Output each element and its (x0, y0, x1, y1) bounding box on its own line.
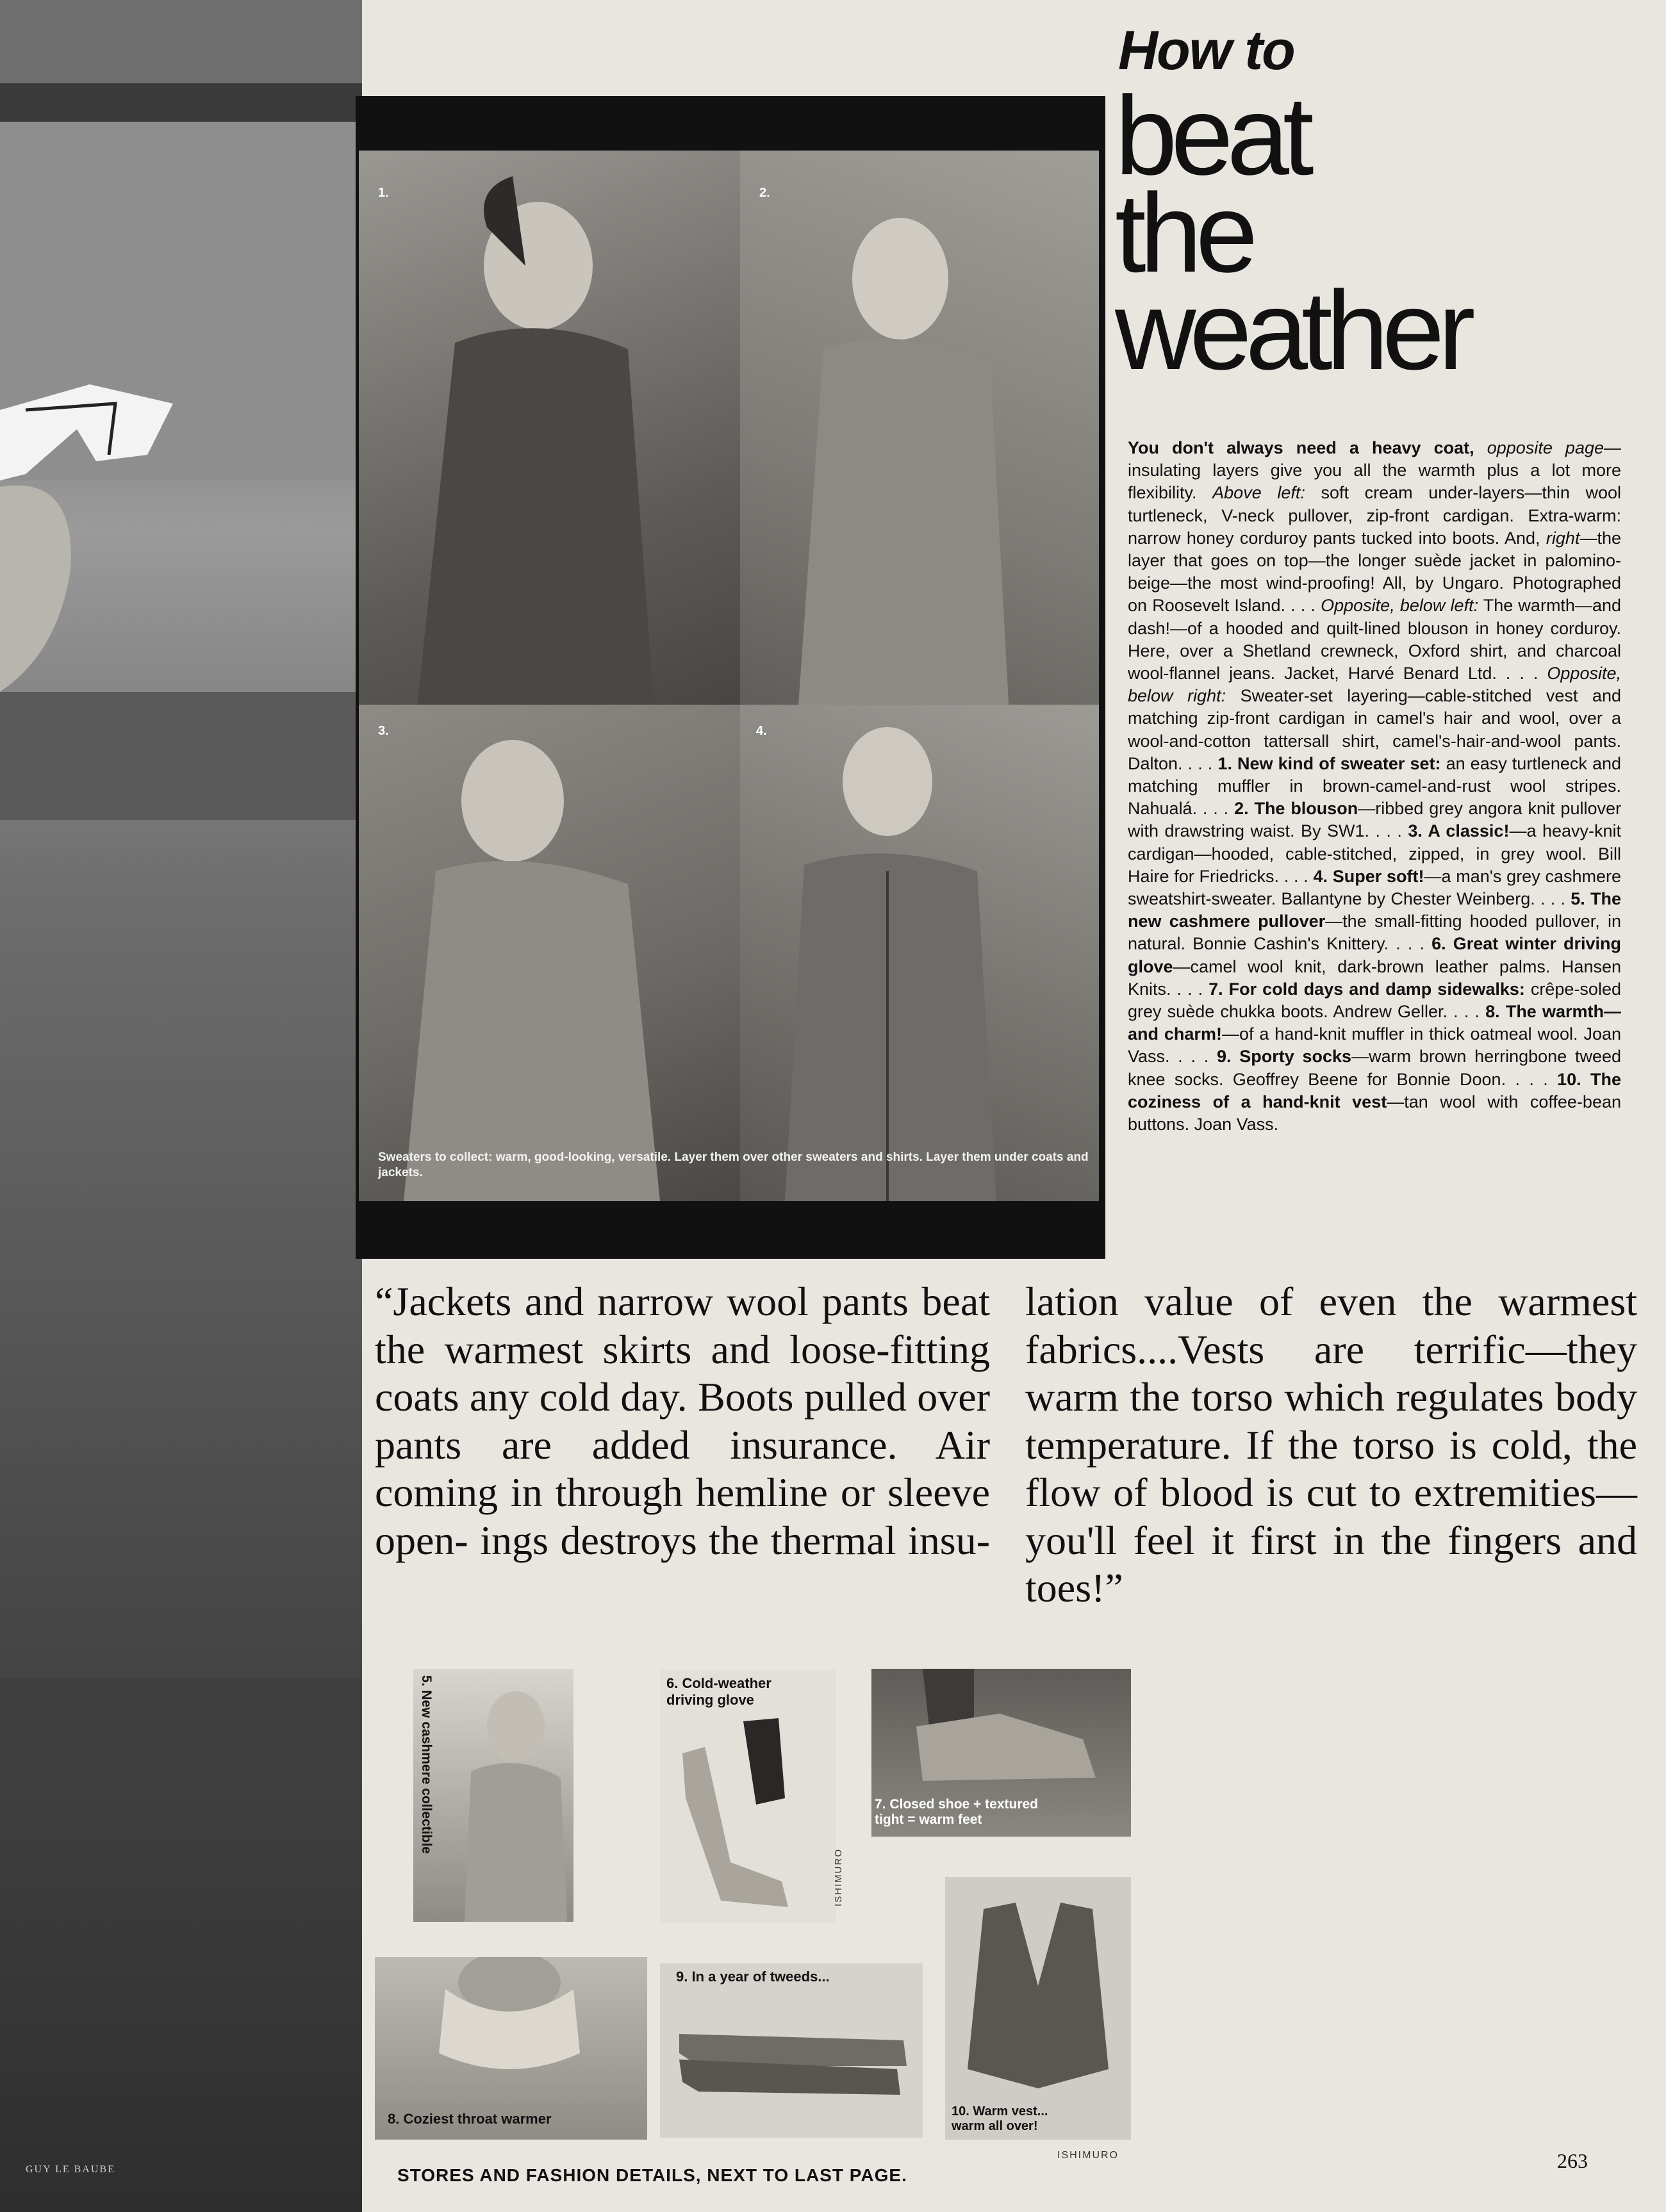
item-6-title: 6. Great winter driving glove (1128, 934, 1621, 976)
model-silhouette-2 (740, 151, 1099, 801)
photo-grid (356, 96, 1105, 1259)
model-silhouette-1 (359, 151, 740, 801)
title-line-3: weather (1115, 268, 1469, 393)
model-silhouette-4 (740, 705, 1099, 1201)
item-4-title: 4. Super soft! (1313, 866, 1424, 886)
photo-4 (740, 705, 1099, 1201)
photo-4-number: 4. (756, 724, 767, 738)
left-bleed-photo (0, 0, 362, 2212)
photo-2 (740, 151, 1099, 801)
item-7-title: 7. For cold days and damp sidewalks: (1208, 979, 1525, 999)
hat-shape (0, 359, 186, 717)
sweater-model-image (413, 1669, 573, 1922)
body-text: The warmth—and dash!—of a hooded and quilt-lined blouson in honey corduroy. Here, over a Shetland crewneck, Oxford shirt, and charcoal wool-flannel jeans. Jacket, Harvé Benard Ltd. . . . (1128, 596, 1621, 684)
body-text: soft cream under-layers—thin wool turtleneck, V-neck pullover, zip-front cardigan. Extra-warm: narrow honey corduroy pants tucked into boots. And, (1128, 483, 1621, 548)
grid-caption: Sweaters to collect: warm, good-looking, versatile. Layer them over other sweaters and shirts. Layer them under coats and jackets. (378, 1151, 1089, 1179)
item-10-title: 10. The coziness of a hand-knit vest (1128, 1069, 1621, 1111)
item-2-title: 2. The blouson (1234, 799, 1358, 819)
item-1-text: an easy turtleneck and matching muffler in brown-camel-and-rust wool stripes. Nahualá. . . . (1128, 753, 1621, 819)
item-7-text: crêpe-soled grey suède chukka boots. Andrew Geller. . . . (1128, 979, 1621, 1022)
title-line-2: the (1115, 171, 1252, 296)
product-caption-6: 6. Cold-weather driving glove (666, 1675, 771, 1708)
vest-image (945, 1877, 1131, 2140)
item-4-text: —a man's grey cashmere sweatshirt-sweater. Ballantyne by Chester Weinberg. . . . (1128, 866, 1621, 909)
photo-3 (359, 705, 740, 1201)
photo-credit-vertical: ISHIMURO (833, 1848, 844, 1906)
lead-italic: opposite page (1487, 438, 1604, 457)
product-caption-5: 5. New cashmere collectible (419, 1675, 434, 1854)
product-caption-7: 7. Closed shoe + textured tight = warm feet (875, 1797, 1038, 1827)
lead-bold: You don't always need a heavy coat, (1128, 438, 1474, 457)
photo-1-number: 1. (378, 186, 389, 200)
page-number: 263 (1557, 2149, 1588, 2172)
photo-2-number: 2. (759, 186, 770, 200)
item-9-text: —warm brown herringbone tweed knee socks. Geoffrey Beene for Bonnie Doon. . . . (1128, 1047, 1621, 1089)
item-3-title: 3. A classic! (1408, 821, 1510, 841)
item-10-text: —tan wool with coffee-bean buttons. Joan Vass. (1128, 1092, 1621, 1135)
product-photo-9 (660, 1963, 923, 2138)
pull-quote-left: “Jackets and narrow wool pants beat the warmest skirts and loose-fitting coats any cold day. Boots pulled over pants are added insurance. Air coming in through hemline or sleeve open- ings destroys the thermal insu- (375, 1279, 990, 1563)
item-8-text: —of a hand-knit muffler in thick oatmeal wool. Joan Vass. . . . (1128, 1024, 1622, 1067)
item-5-title: 5. The new cashmere pullover (1128, 889, 1621, 931)
pull-quote-right: lation value of even the warmest fabrics....Vests are terrific—they warm the torso which regulates body temperature. If the torso is cold, the flow of blood is cut to extremities—you'll feel it first in the fingers and toes!” (1025, 1279, 1637, 1610)
item-5-text: —the small-fitting hooded pullover, in natural. Bonnie Cashin's Knittery. . . . (1128, 912, 1621, 954)
product-photo-8 (375, 1957, 647, 2140)
product-photo-7 (871, 1669, 1131, 1837)
product-photo-6 (660, 1670, 836, 1923)
photo-credit-left: GUY LE BAUBE (26, 2164, 115, 2175)
kicker-title: How to (1118, 20, 1294, 81)
title-line-1: beat (1115, 74, 1308, 199)
item-3-text: —a heavy-knit cardigan—hooded, cable-stitched, zipped, in grey wool. Bill Haire for Friedricks. . . . (1128, 821, 1621, 886)
product-photo-10 (945, 1877, 1131, 2140)
product-caption-10: 10. Warm vest... warm all over! (952, 2104, 1048, 2133)
photo-credit-bottom: ISHIMURO (1057, 2150, 1119, 2161)
body-italic: Opposite, below right: (1128, 664, 1621, 706)
item-6-text: —camel wool knit, dark-brown leather palms. Hansen Knits. . . . (1128, 956, 1621, 999)
model-silhouette-3 (359, 705, 740, 1201)
product-caption-8: 8. Coziest throat warmer (388, 2111, 552, 2127)
item-9-title: 9. Sporty socks (1217, 1047, 1352, 1067)
item-8-title: 8. The warmth—and charm! (1128, 1002, 1621, 1044)
item-2-text: —ribbed grey angora knit pullover with drawstring waist. By SW1. . . . (1128, 799, 1621, 841)
product-caption-9: 9. In a year of tweeds... (676, 1969, 830, 1985)
photo-1 (359, 151, 740, 801)
item-1-title: 1. New kind of sweater set: (1217, 753, 1441, 773)
body-text: Sweater-set layering—cable-stitched vest and matching zip-front cardigan in camel's hair and wool, over a wool-and-cotton tattersall shirt, camel's-hair-and-wool pants. Dalton. . . . (1128, 686, 1621, 773)
socks-image (660, 1963, 923, 2138)
photo-3-number: 3. (378, 724, 389, 738)
body-italic: Opposite, below left: (1321, 596, 1479, 616)
body-text: —insulating layers give you all the warmth plus a lot more flexibility. (1128, 438, 1621, 503)
body-copy (1128, 437, 1621, 1136)
product-photo-5 (413, 1669, 573, 1922)
footer-note: STORES AND FASHION DETAILS, NEXT TO LAST PAGE. (397, 2165, 907, 2185)
body-italic: right (1546, 528, 1580, 548)
body-italic: Above left: (1212, 483, 1305, 503)
body-text: —the layer that goes on top—the longer suède jacket in palomino-beige—the most wind-proofing! All, by Ungaro. Photographed on Roosevelt Island. . . . (1128, 528, 1621, 616)
